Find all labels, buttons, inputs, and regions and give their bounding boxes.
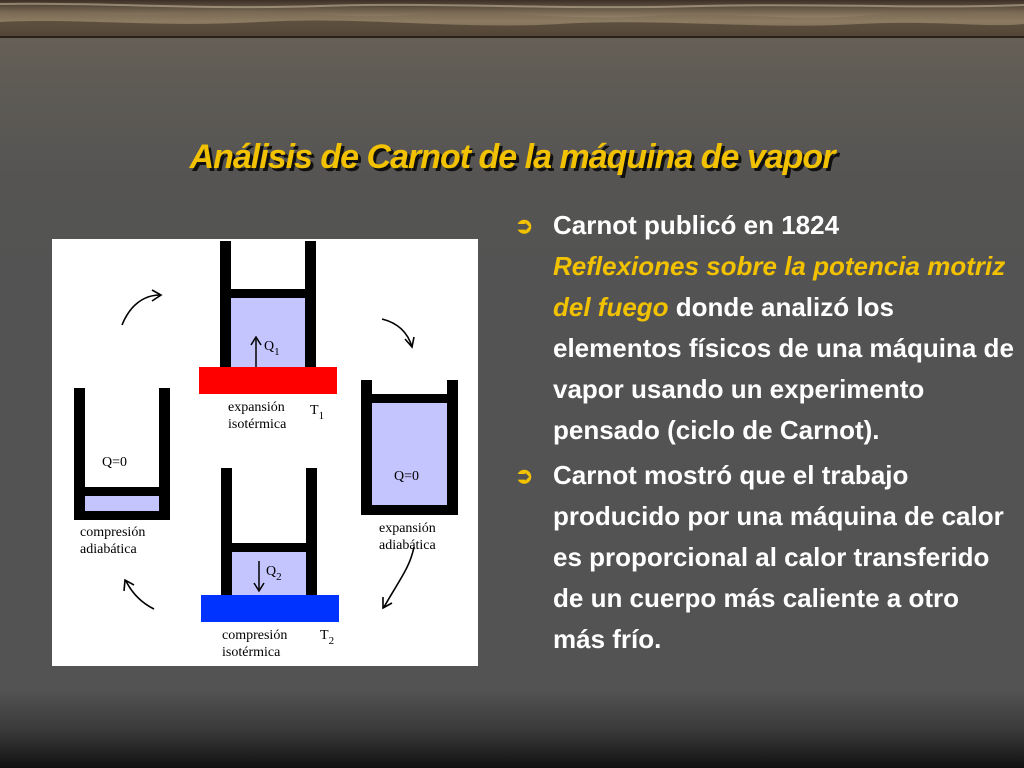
top-gas: [230, 297, 306, 369]
bottom-piston: [221, 543, 317, 552]
top-banner: [0, 0, 1024, 38]
bullet-1-book-title: Reflexiones sobre la potencia motriz del fuego: [553, 251, 1006, 322]
bottom-process-label: compresión isotérmica: [222, 628, 288, 660]
bullet-1-intro: Carnot publicó en 1824: [553, 210, 840, 240]
bullet-list: [513, 205, 1018, 664]
arrow-circle-right-icon: ➲: [515, 463, 534, 488]
right-process-label: expansión adiabática: [379, 521, 436, 553]
left-cylinder: [74, 388, 170, 520]
bullet-item-2: [513, 455, 1018, 660]
right-gas: [372, 401, 448, 507]
top-process-label: expansión isotérmica: [228, 400, 287, 432]
carnot-cycle-diagram: [52, 239, 478, 666]
slide-title: Análisis de Carnot de la máquina de vapor: [189, 138, 835, 176]
cold-reservoir: [201, 595, 339, 622]
right-cylinder: [361, 380, 458, 515]
bullet-item-1: [513, 205, 1018, 451]
bullet-1-rest: donde analizó los elementos físicos de una máquina de vapor usando un experimento pensado (ciclo de Carnot).: [553, 292, 1014, 445]
arrow-bottom-to-left: [126, 581, 154, 609]
arrow-circle-right-icon: ➲: [515, 213, 534, 238]
arrow-right-to-bottom: [384, 547, 414, 607]
right-piston: [361, 394, 458, 403]
top-piston: [220, 289, 316, 298]
bottom-cylinder: [201, 468, 339, 622]
left-gas: [85, 494, 160, 512]
landscape-banner-image: [0, 0, 1024, 36]
top-cylinder: [199, 241, 337, 394]
bullet-2-text: Carnot mostró que el trabajo producido por una máquina de calor es proporcional al calor transferido de un cuerpo más caliente a otro más frío.: [553, 460, 1004, 654]
bottom-temp-label: $T_2$: [320, 628, 335, 647]
top-temp-label: $T_1$: [310, 403, 325, 422]
right-heat-label: Q=0: [394, 469, 420, 484]
left-piston: [74, 487, 170, 496]
bottom-heat-label: $Q_2$: [266, 564, 282, 583]
left-heat-label: Q=0: [102, 455, 128, 470]
top-heat-label: $Q_1$: [264, 339, 280, 358]
hot-reservoir: [199, 367, 337, 394]
left-process-label: compresión adiabática: [80, 525, 146, 557]
